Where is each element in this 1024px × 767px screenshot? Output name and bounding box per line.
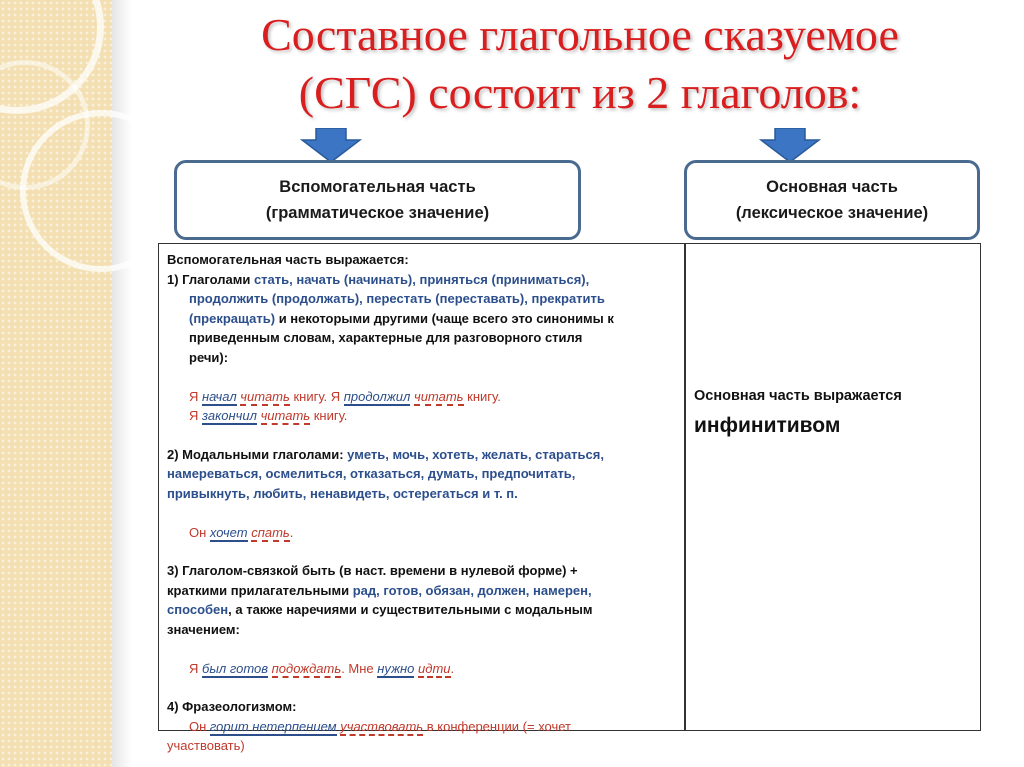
item-1-rest-2: приведенным словам, характерные для разговорного стиля — [189, 330, 583, 346]
ex-text: книгу. Я — [289, 388, 344, 404]
ex-text: Я — [189, 660, 202, 676]
item-3-line-1: 3) Глаголом-связкой быть (в наст. времени в нулевой форме) + — [167, 563, 578, 579]
item-2-verbs-2: намереваться, осмелиться, отказаться, думать, предпочитать, — [167, 466, 576, 482]
item-3-line-3 — [167, 600, 679, 620]
main-part-line-1: Основная часть выражается — [694, 388, 902, 404]
auxiliary-box-line-2: (грамматическое значение) — [265, 204, 490, 222]
item-2-prefix: 2) Модальными глаголами: — [167, 446, 348, 462]
main-box-line-2: (лексическое значение) — [735, 204, 929, 222]
item-1-line-3 — [167, 309, 679, 329]
auxiliary-part-box — [174, 160, 581, 240]
item-1-prefix: 1) Глаголами — [167, 271, 254, 287]
down-arrow-icon — [300, 128, 362, 164]
ex-text: Я — [189, 408, 202, 424]
title-line-2: (СГС) состоит из 2 глаголов: — [298, 67, 862, 118]
ex-auxiliary-verb: продолжил — [343, 388, 411, 404]
item-1-verbs-3: (прекращать) — [189, 310, 276, 326]
item-1-example-1 — [167, 387, 679, 407]
ex-infinitive: спать — [251, 524, 290, 540]
ex-text: книгу. — [463, 388, 501, 404]
ex-infinitive: участвовать — [340, 718, 424, 734]
ex-infinitive: подождать — [271, 660, 342, 676]
ex-auxiliary-verb: хочет — [209, 524, 248, 540]
ex-text: книгу. — [310, 408, 348, 424]
ex-text: . Мне — [341, 660, 378, 676]
item-3-adjective: способен — [167, 602, 229, 618]
item-4-line-3: участвовать) — [167, 738, 245, 754]
item-3-adjectives: рад, готов, обязан, должен, намерен, — [352, 582, 592, 598]
item-4-line-1: 4) Фразеологизмом: — [167, 699, 297, 715]
slide-title — [140, 6, 1020, 122]
ex-infinitive: читать — [413, 388, 464, 404]
ex-phraseologism: горит нетерпением — [209, 718, 337, 734]
ex-text: в конференции (= хочет — [423, 718, 572, 734]
item-3-text: краткими прилагательными — [167, 582, 353, 598]
intro-text: Вспомогательная часть выражается: — [167, 252, 409, 267]
ex-auxiliary-verb: был готов — [202, 660, 269, 676]
title-line-1: Составное глагольное сказуемое — [261, 9, 899, 60]
ex-auxiliary-verb: закончил — [202, 408, 257, 424]
main-part-box — [684, 160, 980, 240]
ex-text: Я — [189, 388, 202, 404]
item-1-example-2 — [167, 406, 679, 426]
item-1-verbs-1: стать, начать (начинать), приняться (приниматься), — [253, 271, 590, 287]
item-1-rest-1: и некоторыми другими (чаще всего это синонимы к — [275, 310, 614, 326]
main-part-explanation — [694, 386, 974, 442]
main-box-line-1: Основная часть — [766, 178, 898, 196]
down-arrow-icon — [759, 128, 821, 164]
ex-text: Он — [189, 718, 210, 734]
item-1-verbs-2: продолжить (продолжать), перестать (переставать), прекратить — [189, 291, 605, 307]
item-3-text: , а также наречиями и существительными с модальным — [228, 602, 593, 618]
table-column-divider — [684, 243, 686, 731]
ex-auxiliary-verb: начал — [202, 388, 237, 404]
auxiliary-explanation-cell — [167, 250, 679, 756]
ex-infinitive: идти — [418, 660, 451, 676]
item-2-verbs-3: привыкнуть, любить, ненавидеть, остерегаться и т. п. — [167, 485, 518, 501]
auxiliary-box-line-1: Вспомогательная часть — [279, 178, 476, 196]
item-2-line-1 — [167, 445, 679, 465]
item-3-line-2 — [167, 581, 679, 601]
item-3-example — [167, 659, 679, 679]
ex-text: . — [450, 660, 455, 676]
ex-text: . — [289, 524, 294, 540]
ex-infinitive: читать — [260, 408, 311, 424]
item-4-example — [167, 717, 679, 737]
ex-auxiliary-word: нужно — [377, 660, 415, 676]
item-2-verbs-1: уметь, мочь, хотеть, желать, стараться, — [347, 446, 604, 462]
item-2-example — [167, 523, 679, 543]
item-3-line-4: значением: — [167, 621, 240, 637]
ex-text: Он — [189, 524, 210, 540]
ex-infinitive: читать — [240, 388, 290, 404]
main-part-line-2: инфинитивом — [694, 414, 841, 437]
item-1-rest-3: речи): — [189, 349, 229, 365]
item-1-line-1 — [167, 270, 679, 290]
